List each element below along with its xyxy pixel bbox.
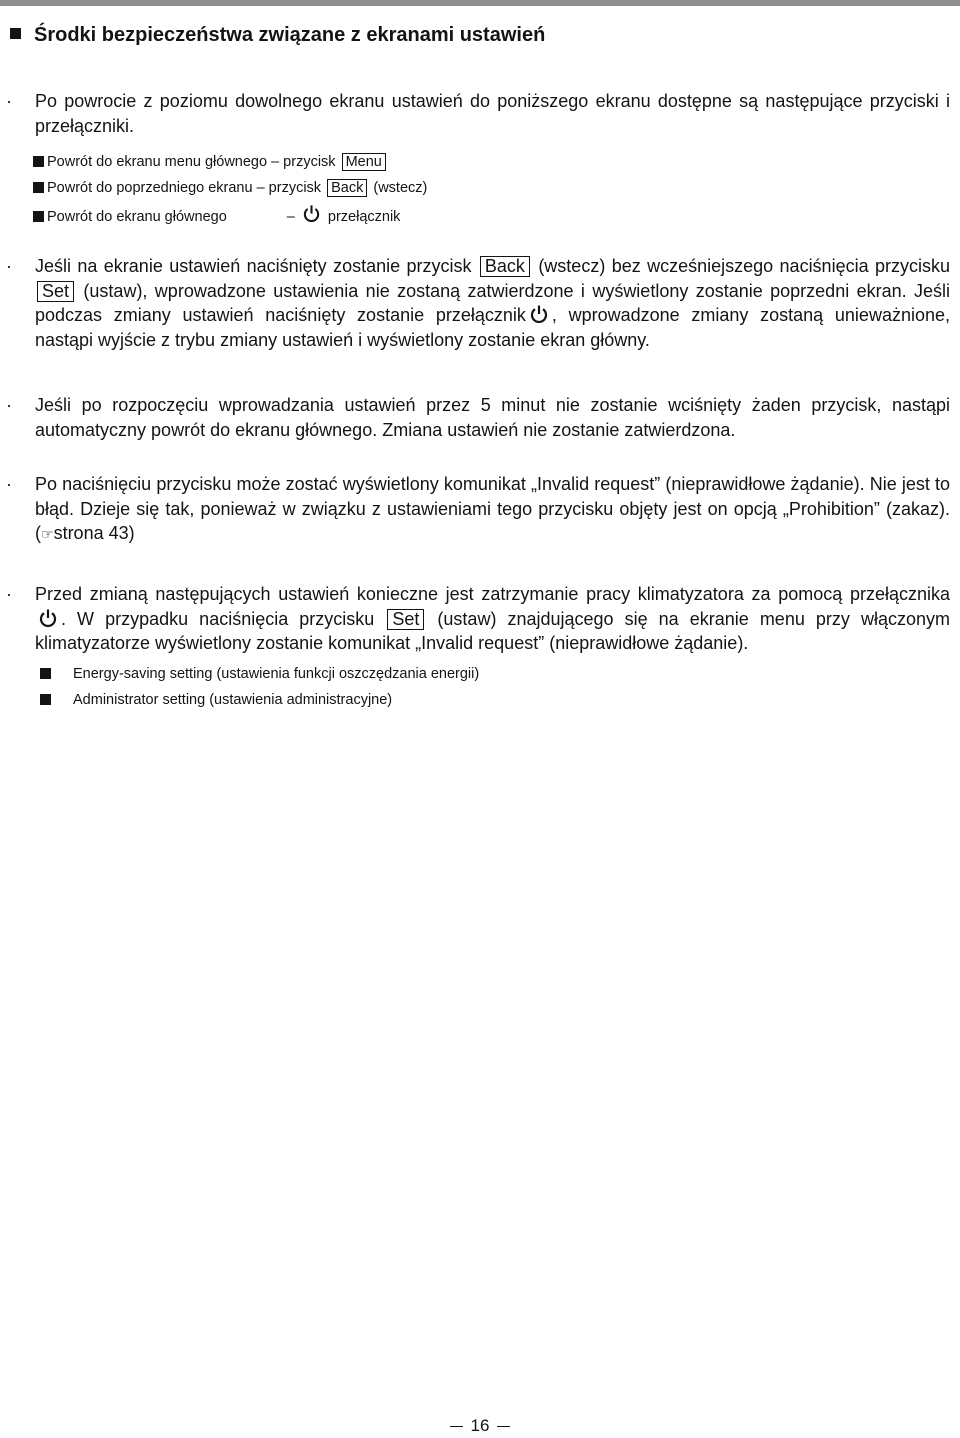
return-previous-line <box>33 178 427 198</box>
bullet-dot: · <box>6 395 12 415</box>
bullet-dot: · <box>6 91 12 111</box>
p2-text-d: , wprowadzone zmiany zostaną unieważnione, nastąpi wyjście z trybu zmiany ustawień i wyświetlony zostanie ekran główny. <box>35 305 950 350</box>
page-reference: strona 43) <box>53 523 135 543</box>
bullet-dot: · <box>6 256 12 276</box>
p2-text-b: (wstecz) bez wcześniejszego naciśnięcia przycisku <box>538 256 950 276</box>
return-home-line <box>33 204 400 227</box>
timeout-text: Jeśli po rozpoczęciu wprowadzania ustawień przez 5 minut nie zostanie wciśnięty żaden przycisk, nastąpi automatyczny powrót do ekranu głównego. Zmiana ustawień nie zostanie zatwierdzona. <box>35 395 950 440</box>
return-main-menu-label: Powrót do ekranu menu głównego – przycisk <box>47 154 336 170</box>
p2-text-a: Jeśli na ekranie ustawień naciśnięty zostanie przycisk <box>35 256 472 276</box>
list-item <box>40 664 479 684</box>
p5-text-b: . W przypadku naciśnięcia przycisku <box>61 608 375 629</box>
square-bullet-icon <box>33 211 44 222</box>
paragraph-back-set <box>35 254 950 352</box>
heading-text: Środki bezpieczeństwa związane z ekranami ustawień <box>34 24 546 46</box>
bullet-dot: · <box>6 474 12 494</box>
p2-text-c: (ustaw), wprowadzone ustawienia nie zostaną zatwierdzone i wyświetlony zostanie poprzedni ekran. Jeśli podczas zmiany ustawień naciśnięty zostanie przełącznik <box>35 280 950 325</box>
return-previous-label: Powrót do poprzedniego ekranu – przycisk <box>47 180 322 196</box>
square-bullet-icon <box>10 28 21 39</box>
paragraph-invalid-request <box>35 472 950 548</box>
page-number: 16 <box>470 1416 490 1435</box>
section-heading <box>10 24 545 47</box>
intro-text: Po powrocie z poziomu dowolnego ekranu ustawień do poniższego ekranu dostępne są następujące przyciski i przełączniki. <box>35 91 950 136</box>
square-bullet-icon <box>40 668 51 679</box>
return-home-dash: – <box>286 209 295 225</box>
p4-text: Po naciśnięciu przycisku może zostać wyświetlony komunikat „Invalid request” (nieprawidłowe żądanie). Nie jest to błąd. Dzieje się tak, ponieważ w związku z ustawieniami tego przycisku objęty jest on opcją „Prohibition” (zakaz). ( <box>35 474 950 543</box>
back-button: Back <box>327 179 367 197</box>
administrator-setting: Administrator setting (ustawienia administracyjne) <box>73 692 393 708</box>
back-button: Back <box>480 256 530 277</box>
return-previous-suffix: (wstecz) <box>373 180 428 196</box>
p5-text-a: Przed zmianą następujących ustawień konieczne jest zatrzymanie pracy klimatyzatora za pomocą przełącznika <box>35 584 950 604</box>
return-main-menu-line <box>33 152 388 172</box>
p5-text-c: (ustaw) znajdującego się na ekranie menu przy włączonym klimatyzatorze wyświetlony zostanie komunikat „Invalid request” (nieprawidłowe żądanie). <box>35 608 950 653</box>
power-icon <box>38 608 58 628</box>
pointing-hand-icon: ☞ <box>41 527 54 543</box>
paragraph-timeout <box>35 393 950 442</box>
top-rule <box>0 0 960 6</box>
menu-button: Menu <box>342 153 386 171</box>
list-item <box>40 690 392 710</box>
square-bullet-icon <box>33 182 44 193</box>
page-footer <box>0 1416 960 1436</box>
square-bullet-icon <box>40 694 51 705</box>
energy-saving-setting: Energy-saving setting (ustawienia funkcji oszczędzania energii) <box>73 666 480 682</box>
set-button: Set <box>37 281 74 302</box>
power-icon <box>529 304 549 324</box>
set-button: Set <box>387 609 424 630</box>
paragraph-stop-operation <box>35 582 950 656</box>
bullet-dot: · <box>6 584 12 604</box>
return-home-suffix: przełącznik <box>327 209 401 225</box>
paragraph-intro <box>35 89 950 138</box>
square-bullet-icon <box>33 156 44 167</box>
return-home-label: Powrót do ekranu głównego <box>47 209 227 225</box>
power-icon <box>302 204 321 223</box>
